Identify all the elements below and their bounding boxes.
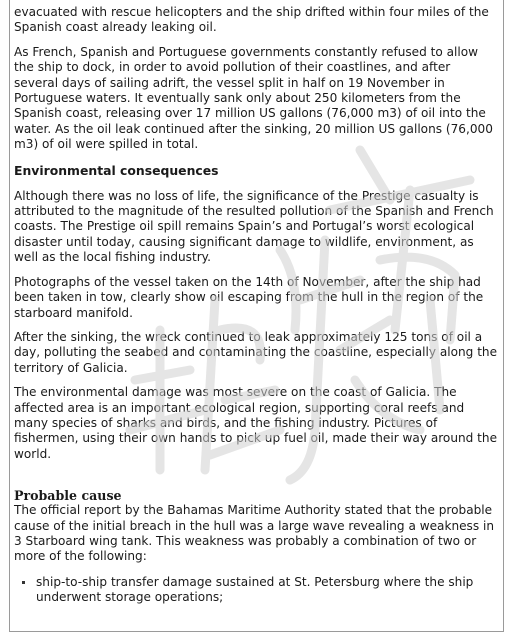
document-body <box>14 5 498 606</box>
list-item-text: ship-to-ship transfer damage sustained at St. Petersburg where the ship underwent storage operations; <box>36 574 474 605</box>
paragraph-wreck-leak: After the sinking, the wreck continued to leak approximately 125 tons of oil a day, polluting the seabed and contaminating the coastline, especially along the territory of Galicia. <box>14 329 498 375</box>
paragraph-galicia: The environmental damage was most severe on the coast of Galicia. The affected area is an important ecological region, supporting coral reefs and many species of sharks and birds, and the fishing industry. Pictures of fishermen, using their own hands to pick up fuel oil, made their way around the world. <box>14 385 498 461</box>
paragraph-significance: Although there was no loss of life, the significance of the Prestige casualty is attributed to the magnitude of the resulted pollution of the Spanish and French coasts. The Prestige oil spill remains Spain’s and Portugal’s worst ecological disaster until today, causing significant damage to wildlife, environment, as well as the local fishing industry. <box>14 188 494 265</box>
cause-list <box>14 575 498 606</box>
paragraph-photographs: Photographs of the vessel taken on the 14th of November, after the ship had been taken in tow, clearly show oil escaping from the hull in the region of the starboard manifold. <box>14 274 484 320</box>
paragraph-official-report: The official report by the Bahamas Maritime Authority stated that the probable cause of the initial breach in the hull was a large wave revealing a weakness in 3 Starboard wing tank. This weakness was probably a combination of two or more of the following: <box>14 503 495 564</box>
document-page <box>9 0 504 632</box>
heading-environmental-consequences: Environmental consequences <box>14 162 219 178</box>
paragraph-continuation: evacuated with rescue helicopters and the ship drifted within four miles of the Spanish coast already leaking oil. <box>14 5 489 35</box>
bullet-icon <box>22 581 25 584</box>
heading-probable-cause: Probable cause <box>14 488 122 504</box>
paragraph-refusal: As French, Spanish and Portuguese governments constantly refused to allow the ship to dock, in order to avoid pollution of their coastlines, and after several days of sailing adrift, the vessel split in half on 19 November in Portuguese waters. It eventually sank only about 250 kilometers from the Spanish coast, releasing over 17 million US gallons (76,000 m3) of oil into the water. As the oil leak continued after the sinking, 20 million US gallons (76,000 m3) of oil were spilled in total. <box>14 44 493 152</box>
list-item <box>14 575 498 606</box>
